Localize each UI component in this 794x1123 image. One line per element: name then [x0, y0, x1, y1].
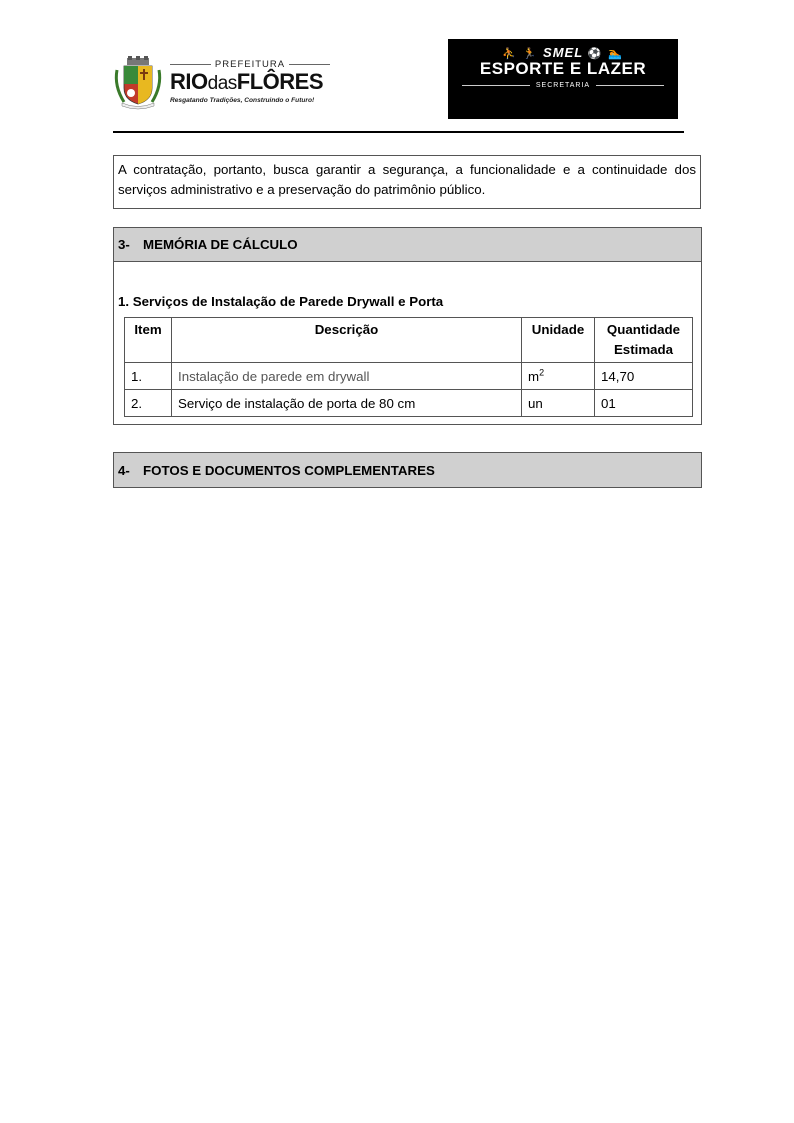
sports-athletes-icon: ⚽ 🏊: [587, 48, 625, 60]
city-name: RIOdasFLÔRES: [170, 69, 323, 94]
secretaria-title: ESPORTE E LAZER: [479, 59, 647, 78]
subsection-heading: 1. Serviços de Instalação de Parede Drywall e Porta: [118, 294, 444, 309]
cell-unit: $m^2$: [522, 363, 595, 390]
cell-quantity: 01: [595, 390, 693, 417]
cell-quantity: 14,70: [595, 363, 693, 390]
section-fotos-documentos: [113, 452, 702, 488]
secretaria-subtitle: SECRETARIA: [462, 82, 664, 89]
city-tagline: Resgatando Tradições, Construindo o Futuro!: [170, 97, 315, 104]
section-title: MEMÓRIA DE CÁLCULO: [143, 237, 298, 252]
prefeitura-label: PREFEITURA: [170, 58, 330, 70]
column-header-unit: Unidade: [522, 318, 595, 363]
section-header: [114, 228, 701, 262]
cell-item: 2.: [125, 390, 172, 417]
calculation-table: [124, 317, 693, 417]
sports-athletes-icon: ⛹ 🏃: [501, 48, 539, 60]
section-number: 4-: [118, 462, 130, 478]
column-header-quantity: Quantidade Estimada: [595, 318, 693, 363]
column-header-item: Item: [125, 318, 172, 363]
prefeitura-rio-das-flores-logo: [112, 56, 327, 112]
section-header: [114, 453, 701, 487]
cell-item: 1.: [125, 363, 172, 390]
intro-paragraph-box: [113, 155, 701, 209]
section-title: FOTOS E DOCUMENTOS COMPLEMENTARES: [143, 462, 435, 478]
cell-description: Instalação de parede em drywall: [172, 363, 522, 390]
table-row: [125, 363, 693, 390]
smel-esporte-lazer-logo: [448, 39, 678, 119]
header-divider: [113, 131, 684, 133]
smel-acronym-row: ⛹ 🏃 SMEL ⚽ 🏊: [501, 45, 625, 60]
cell-description: Serviço de instalação de porta de 80 cm: [172, 390, 522, 417]
table-header-row: [125, 318, 693, 363]
section-memoria-de-calculo: [113, 227, 702, 425]
intro-text: A contratação, portanto, busca garantir a segurança, a funcionalidade e a continuidade dos serviços administrativo e a preservação do patrimônio público.: [118, 162, 696, 197]
section-number: 3-: [118, 237, 130, 252]
coat-of-arms-icon: [112, 56, 164, 110]
column-header-description: Descrição: [172, 318, 522, 363]
table-row: [125, 390, 693, 417]
cell-unit: un: [522, 390, 595, 417]
